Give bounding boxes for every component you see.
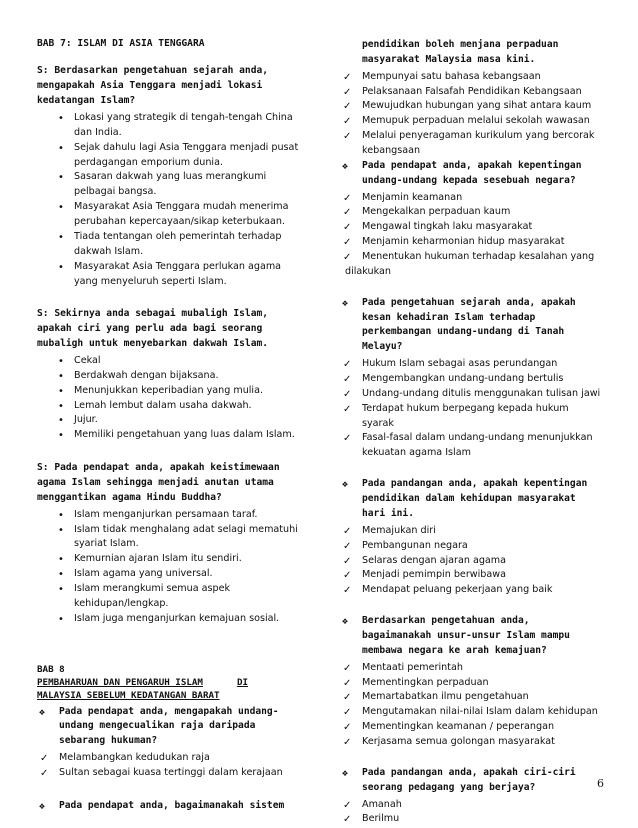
list-item: • Tiada tentangan oleh pemerintah terhadap dakwah Islam. bbox=[37, 230, 299, 260]
list-item: ✓ Memupuk perpaduan melalui sekolah wawasan bbox=[340, 114, 602, 129]
page-number: 6 bbox=[597, 777, 604, 790]
answer-list-1 bbox=[37, 111, 299, 289]
question-8: ❖ Pada pandangan anda, apakah kepentingan pendidikan dalam kehidupan masyarakat hari ini. bbox=[342, 478, 588, 519]
list-item: ✓ Fasal-fasal dalam undang-undang menunjukkan kekuatan agama Islam bbox=[340, 431, 602, 461]
list-item: ✓ Mendapat peluang pekerjaan yang baik bbox=[340, 583, 602, 598]
diamond-bullet-icon: ❖ bbox=[342, 297, 349, 309]
list-item: ✓ Mewujudkan hubungan yang sihat antara kaum bbox=[340, 99, 602, 114]
list-item: ✓ Menentukan hukuman terhadap kesalahan yang bbox=[340, 250, 602, 265]
list-item: ✓ Undang-undang ditulis menggunakan tulisan jawi bbox=[340, 387, 602, 402]
list-item: ✓ Mentaati pemerintah bbox=[340, 661, 602, 676]
answer-list-2 bbox=[37, 354, 299, 443]
list-item: ✓ Mengembangkan undang-undang bertulis bbox=[340, 372, 602, 387]
list-item: ✓ Selaras dengan ajaran agama bbox=[340, 554, 602, 569]
answer-list-7 bbox=[340, 357, 602, 461]
question-1: S: Berdasarkan pengetahuan sejarah anda, mengapakah Asia Tenggara menjadi lokasi kedatangan Islam? bbox=[37, 65, 269, 107]
list-item: ✓ Menjadi pemimpin berwibawa bbox=[340, 568, 602, 583]
list-item: ✓ Mempunyai satu bahasa kebangsaan bbox=[340, 70, 602, 85]
list-item: • Islam menganjurkan persamaan taraf. bbox=[37, 508, 299, 523]
list-item: • Masyarakat Asia Tenggara perlukan agama yang menyeluruh seperti Islam. bbox=[37, 260, 299, 290]
list-item: • Lokasi yang strategik di tengah-tengah China dan India. bbox=[37, 111, 299, 141]
answer-list-6 bbox=[340, 191, 602, 265]
answer-list-3 bbox=[37, 508, 299, 627]
list-item: ✓ Sultan sebagai kuasa tertinggi dalam kerajaan bbox=[37, 766, 299, 781]
answer-list-5 bbox=[340, 70, 602, 159]
list-item: ✓ Menjamin keamanan bbox=[340, 191, 602, 206]
chapter-7-heading: BAB 7: ISLAM DI ASIA TENGGARA bbox=[37, 38, 205, 49]
diamond-bullet-icon: ❖ bbox=[342, 479, 349, 491]
question-9: ❖ Berdasarkan pengetahuan anda, bagaimanakah unsur-unsur Islam mampu membawa negara ke arah kemajuan? bbox=[342, 615, 570, 656]
list-item: ✓ Mengawal tingkah laku masyarakat bbox=[340, 220, 602, 235]
question-6: ❖ Pada pendapat anda, apakah kepentingan undang-undang kepada sesebuah negara? bbox=[342, 159, 582, 186]
list-item: ✓ Amanah bbox=[340, 798, 602, 813]
list-item: • Masyarakat Asia Tenggara mudah menerima perubahan kepercayaan/sikap keterbukaan. bbox=[37, 200, 299, 230]
list-item: ✓ Melalui penyeragaman kurikulum yang bercorak kebangsaan bbox=[340, 129, 602, 159]
chapter-8-heading bbox=[37, 663, 299, 703]
list-item: ✓ Terdapat hukum berpegang kepada hukum syarak bbox=[340, 402, 602, 432]
list-item: • Cekal bbox=[37, 354, 299, 369]
answer-list-4 bbox=[37, 751, 299, 781]
list-item: • Memiliki pengetahuan yang luas dalam Islam. bbox=[37, 428, 299, 443]
list-item: ✓ Berilmu bbox=[340, 812, 602, 827]
list-item: • Islam tidak menghalang adat selagi mematuhi syariat Islam. bbox=[37, 523, 299, 553]
left-column bbox=[37, 38, 299, 814]
question-4: ❖ Pada pendapat anda, mengapakah undang-undang mengecualikan raja daripada sebarang hukuman? bbox=[39, 705, 279, 747]
question-3: S: Pada pendapat anda, apakah keistimewaan agama Islam sehingga menjadi anutan utama menggantikan agama Hindu Buddha? bbox=[37, 462, 280, 503]
question-7: ❖ Pada pengetahuan sejarah anda, apakah kesan kehadiran Islam terhadap perkembangan undang-undang di Tanah Melayu? bbox=[342, 296, 576, 353]
list-item: ✓ Mementingkan keamanan / peperangan bbox=[340, 720, 602, 735]
diamond-bullet-icon: ❖ bbox=[342, 616, 349, 628]
list-item: • Kemurnian ajaran Islam itu sendiri. bbox=[37, 552, 299, 567]
list-item: ✓ Pembangunan negara bbox=[340, 539, 602, 554]
list-item: • Islam agama yang universal. bbox=[37, 567, 299, 582]
chapter-8-label: BAB 8 bbox=[37, 663, 65, 675]
question-5-continued: pendidikan boleh menjana perpaduan masyarakat Malaysia masa kini. bbox=[362, 39, 559, 65]
list-item: • Jujur. bbox=[37, 413, 299, 428]
right-column bbox=[340, 38, 602, 827]
list-item-continued: dilakukan bbox=[345, 265, 391, 277]
answer-list-10 bbox=[340, 798, 602, 828]
list-item: • Sasaran dakwah yang luas merangkumi pelbagai bangsa. bbox=[37, 170, 299, 200]
list-item: • Lemah lembut dalam usaha dakwah. bbox=[37, 399, 299, 414]
list-item: ✓ Mengutamakan nilai-nilai Islam dalam kehidupan bbox=[340, 705, 602, 720]
diamond-bullet-icon: ❖ bbox=[39, 800, 46, 812]
chapter-8-title-line-1: PEMBAHARUAN DAN PENGARUH ISLAM DI bbox=[37, 676, 249, 688]
list-item: ✓ Memartabatkan ilmu pengetahuan bbox=[340, 690, 602, 705]
list-item: ✓ Mengekalkan perpaduan kaum bbox=[340, 205, 602, 220]
diamond-bullet-icon: ❖ bbox=[342, 767, 349, 779]
list-item: • Menunjukkan keperibadian yang mulia. bbox=[37, 384, 299, 399]
answer-list-9 bbox=[340, 661, 602, 750]
diamond-bullet-icon: ❖ bbox=[342, 160, 349, 172]
list-item: • Sejak dahulu lagi Asia Tenggara menjadi pusat perdagangan emporium dunia. bbox=[37, 141, 299, 171]
list-item: • Islam juga menganjurkan kemajuan sosial. bbox=[37, 612, 299, 627]
list-item: ✓ Mementingkan perpaduan bbox=[340, 676, 602, 691]
diamond-bullet-icon: ❖ bbox=[39, 706, 46, 718]
list-item: ✓ Pelaksanaan Falsafah Pendidikan Kebangsaan bbox=[340, 85, 602, 100]
chapter-8-title-line-2: MALAYSIA SEBELUM KEDATANGAN BARAT bbox=[37, 690, 220, 702]
question-5: ❖ Pada pendapat anda, bagaimanakah sistem bbox=[37, 799, 299, 814]
answer-list-8 bbox=[340, 524, 602, 598]
list-item: • Berdakwah dengan bijaksana. bbox=[37, 369, 299, 384]
list-item: ✓ Memajukan diri bbox=[340, 524, 602, 539]
list-item: ✓ Melambangkan kedudukan raja bbox=[37, 751, 299, 766]
list-item: ✓ Menjamin keharmonian hidup masyarakat bbox=[340, 235, 602, 250]
list-item: ✓ Hukum Islam sebagai asas perundangan bbox=[340, 357, 602, 372]
question-2: S: Sekirnya anda sebagai mubaligh Islam, apakah ciri yang perlu ada bagi seorang mubaligh untuk menyebarkan dakwah Islam. bbox=[37, 308, 269, 350]
question-10: ❖ Pada pandangan anda, apakah ciri-ciri seorang pedagang yang berjaya? bbox=[342, 766, 576, 793]
list-item: ✓ Kerjasama semua golongan masyarakat bbox=[340, 735, 602, 750]
list-item: • Islam merangkumi semua aspek kehidupan/lengkap. bbox=[37, 582, 299, 612]
